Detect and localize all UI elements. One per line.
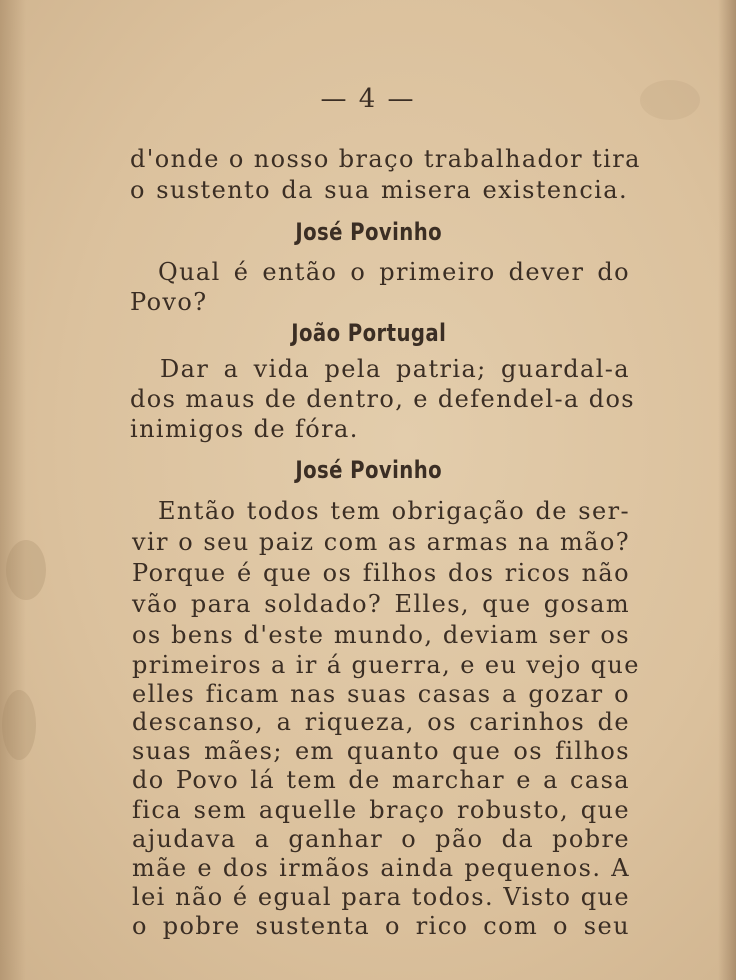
- page-edge-shadow-right: [718, 0, 736, 980]
- text-line: Porque é que os filhos dos ricos não: [132, 559, 630, 587]
- text-line: Dar a vida pela patria; guardal-a: [160, 355, 630, 383]
- text-line: Então todos tem obrigação de ser-: [158, 497, 630, 525]
- text-line: Povo?: [130, 288, 208, 316]
- speaker-name: José Povinho: [295, 218, 443, 246]
- text-line: primeiros a ir á guerra, e eu vejo que: [132, 651, 640, 679]
- text-line: o sustento da sua misera existencia.: [130, 176, 628, 204]
- text-line: vir o seu paiz com as armas na mão?: [132, 528, 630, 556]
- text-line: os bens d'este mundo, deviam ser os: [132, 621, 630, 649]
- text-line: d'onde o nosso braço trabalhador tira: [130, 145, 641, 173]
- text-line: suas mães; em quanto que os filhos: [132, 737, 630, 765]
- text-line: lei não é egual para todos. Visto que: [132, 883, 630, 911]
- page-edge-shadow-left: [0, 0, 26, 980]
- text-line: o pobre sustenta o rico com o seu: [132, 912, 630, 940]
- text-line: mãe e dos irmãos ainda pequenos. A: [132, 854, 630, 882]
- text-line: do Povo lá tem de marchar e a casa: [132, 766, 630, 794]
- page-number: — 4 —: [320, 84, 416, 114]
- speaker-name: José Povinho: [295, 456, 443, 484]
- text-line: vão para soldado? Elles, que gosam: [132, 590, 630, 618]
- paper-stain: [2, 690, 36, 760]
- text-line: inimigos de fóra.: [130, 415, 359, 443]
- text-line: elles ficam nas suas casas a gozar o: [132, 680, 630, 708]
- text-line: dos maus de dentro, e defendel-a dos: [130, 385, 636, 413]
- paper-stain: [6, 540, 46, 600]
- speaker-name: João Portugal: [291, 319, 447, 347]
- text-line: descanso, a riqueza, os carinhos de: [132, 708, 630, 736]
- text-line: Qual é então o primeiro dever do: [158, 258, 630, 286]
- text-line: fica sem aquelle braço robusto, que: [132, 796, 630, 824]
- text-line: ajudava a ganhar o pão da pobre: [132, 825, 630, 853]
